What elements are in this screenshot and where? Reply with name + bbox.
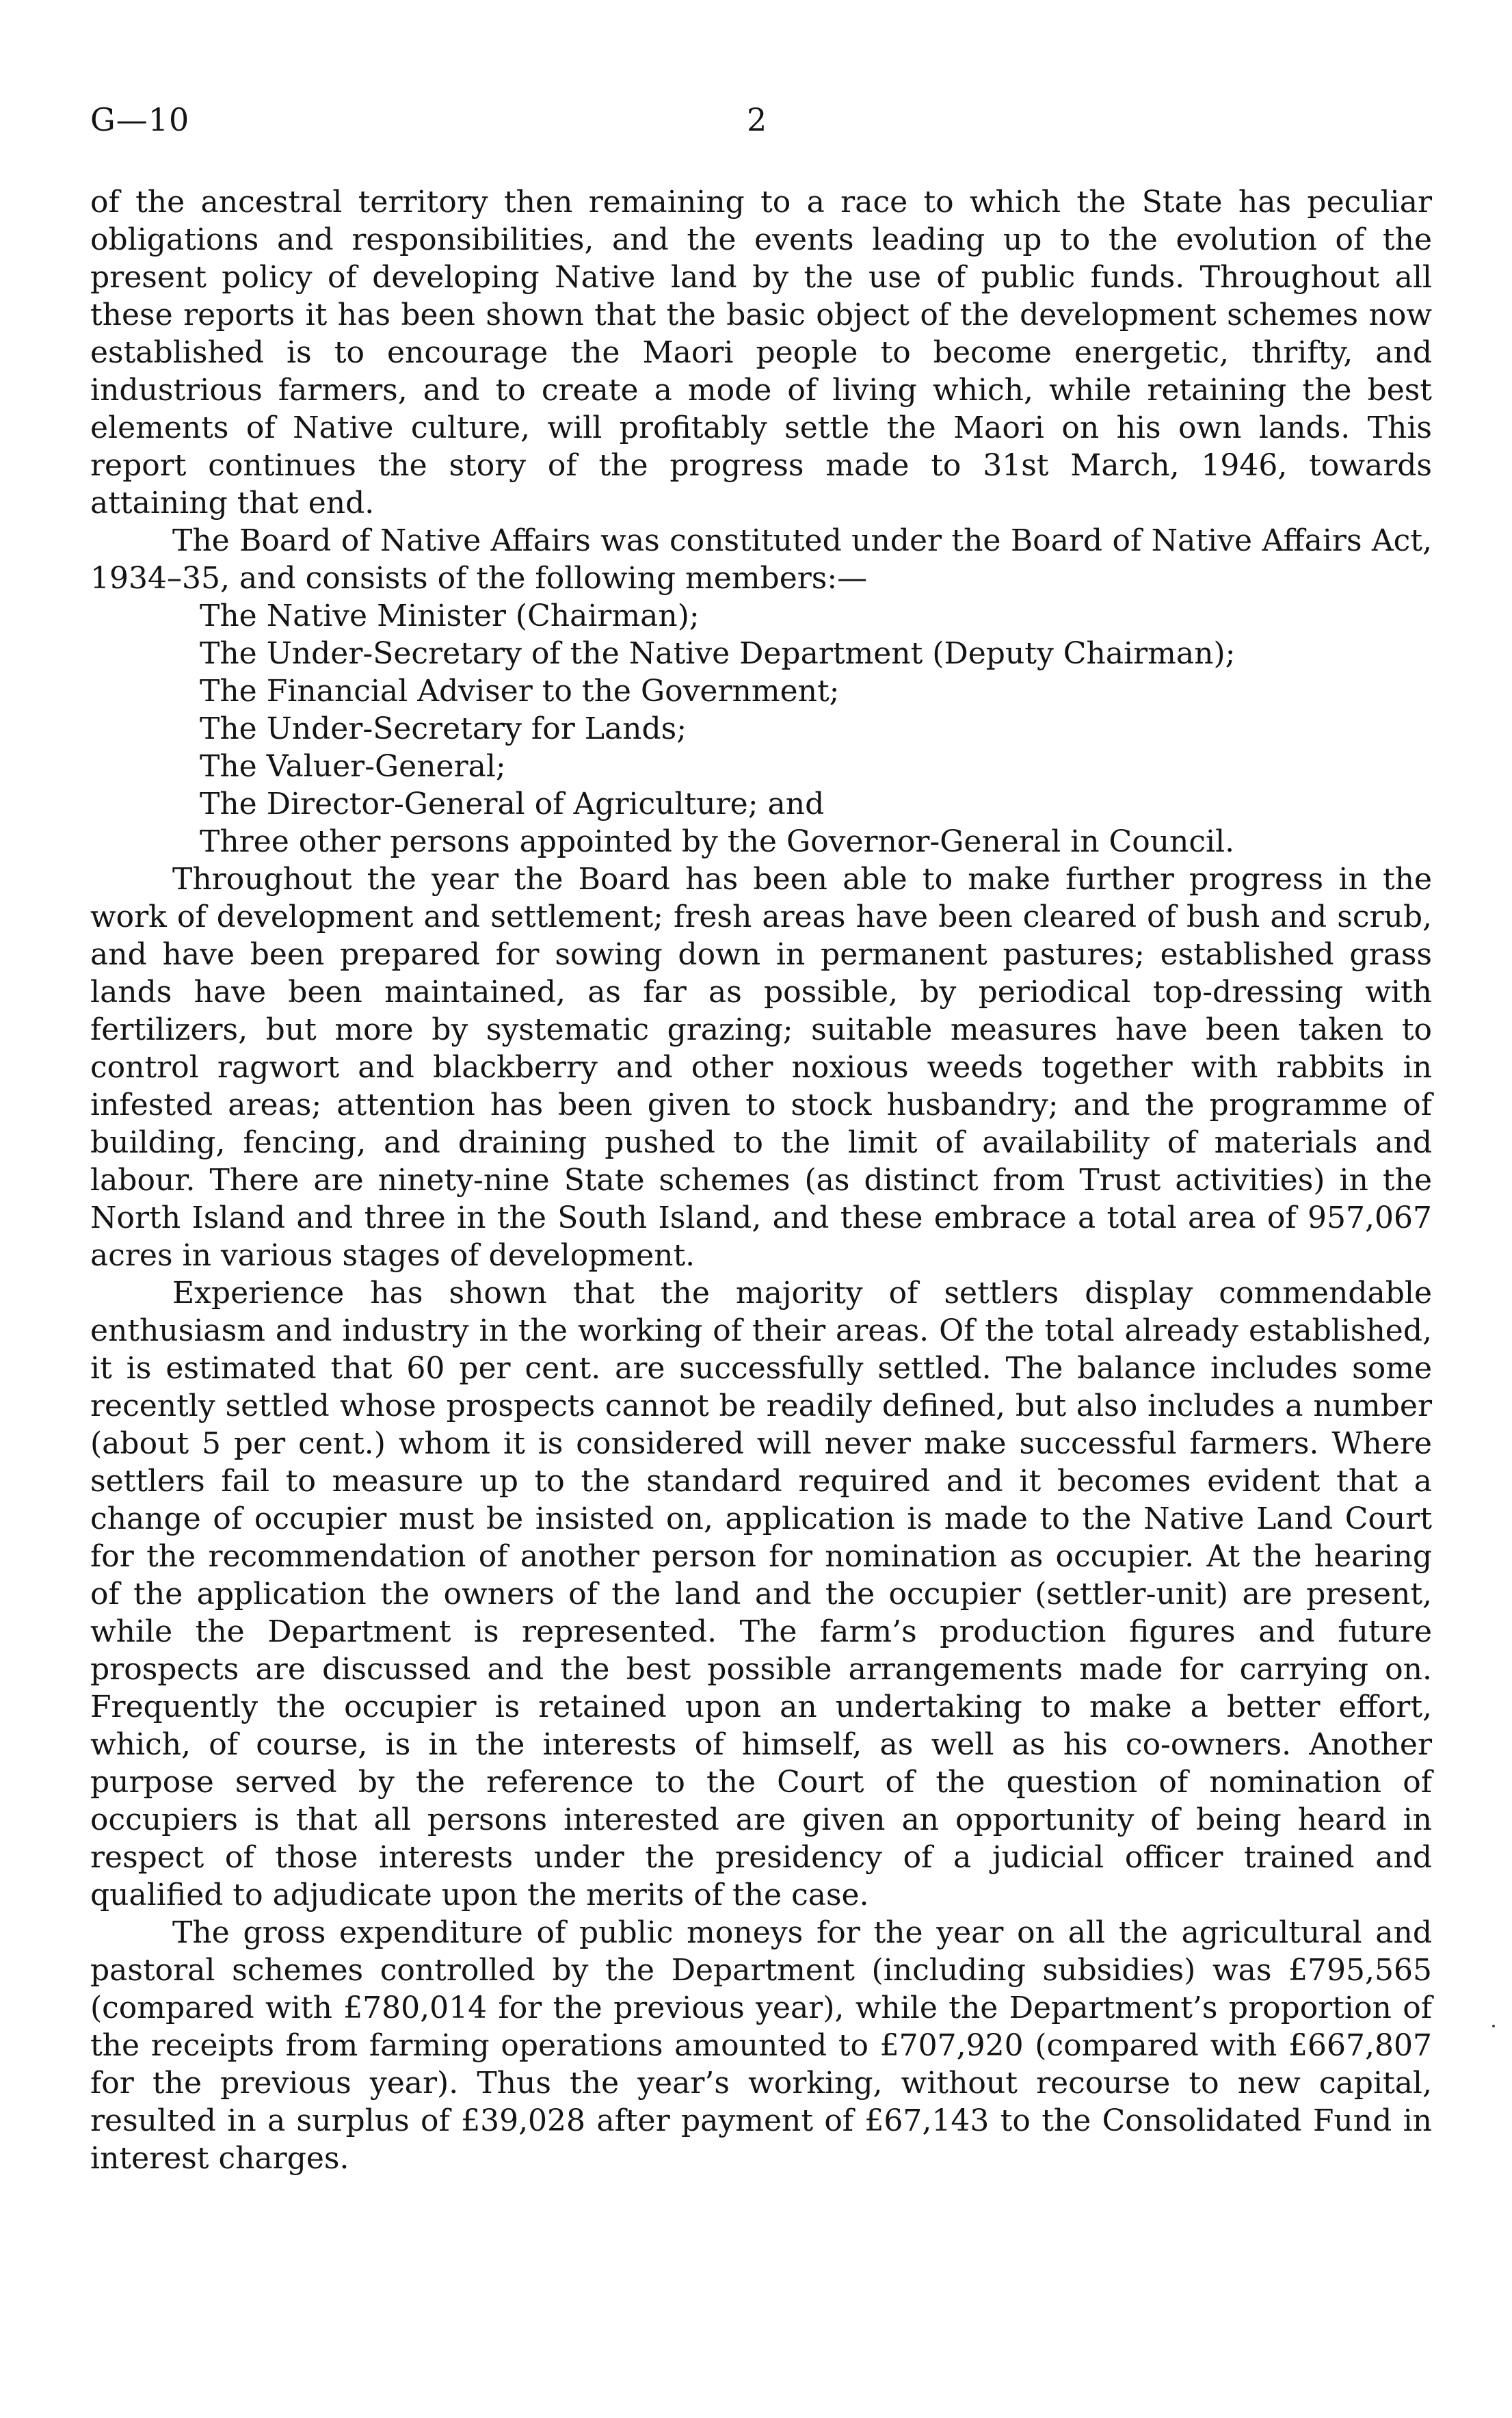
- paragraph-progress: Throughout the year the Board has been able to make further progress in the work of development and settlement; fresh areas have been cleared of bush and scrub, and have been prepared for sowing down in permanent pastures; established grass lands have been maintained, as far as possible, by periodical top-dressing with fertilizers, but more by systematic grazing; suitable measures have been taken to control ragwort and blackberry and other noxious weeds together with rabbits in infested areas; attention has been given to stock husbandry; and the programme of building, fencing, and draining pushed to the limit of availability of materials and labour. There are ninety-nine State schemes (as distinct from Trust activities) in the North Island and three in the South Island, and these embrace a total area of 957,067 acres in various stages of development.: [90, 862, 1432, 1273]
- page-number: 2: [747, 101, 767, 138]
- paragraph-continuation: of the ancestral territory then remaining to a race to which the State has peculiar obligations and responsibilities, and the events leading up to the evolution of the present policy of developing Native land by the use of public funds. Throughout all these reports it has been shown that the basic object of the development schemes now established is to encourage the Maori people to become energetic, thrifty, and industrious farmers, and to create a mode of living which, while retaining the best elements of Native culture, will profitably settle the Maori on his own lands. This report continues the story of the progress made to 31st March, 1946, towards attaining that end.: [90, 185, 1432, 521]
- list-item: The Under-Secretary of the Native Department (Deputy Chairman);: [200, 636, 1236, 671]
- paragraph-experience: Experience has shown that the majority of settlers display commendable enthusiasm and industry in the working of their areas. Of the total already established, it is estimated that 60 per cent. are successfully settled. The balance includes some recently settled whose prospects cannot be readily defined, but also includes a number (about 5 per cent.) whom it is considered will never make successful farmers. Where settlers fail to measure up to the standard required and it becomes evident that a change of occupier must be insisted on, application is made to the Native Land Court for the recommendation of another person for nomination as occupier. At the hearing of the application the owners of the land and the occupier (settler-unit) are present, while the Department is represented. The farm’s production figures and future prospects are discussed and the best possible arrangements made for carrying on. Frequently the occupier is retained upon an undertaking to make a better effort, which, of course, is in the interests of himself, as well as his co-owners. Another purpose served by the reference to the Court of the question of nomination of occupiers is that all persons interested are given an opportunity of being heard in respect of those interests under the presidency of a judicial officer trained and qualified to adjudicate upon the merits of the case.: [90, 1276, 1432, 1913]
- margin-mark: [1492, 2025, 1495, 2027]
- list-item: Three other persons appointed by the Governor-General in Council.: [200, 824, 1235, 859]
- document-code: G—10: [90, 101, 190, 138]
- list-item: The Director-General of Agriculture; and: [200, 787, 825, 822]
- paragraph-board-intro: The Board of Native Affairs was constituted under the Board of Native Affairs Act, 1934–35, and consists of the following members:—: [90, 523, 1432, 596]
- paragraph-expenditure: The gross expenditure of public moneys for the year on all the agricultural and pastoral schemes controlled by the Department (including subsidies) was £795,565 (compared with £780,014 for the previous year), while the Department’s proportion of the receipts from farming operations amounted to £707,920 (compared with £667,807 for the previous year). Thus the year’s working, without recourse to new capital, resulted in a surplus of £39,028 after payment of £67,143 to the Consolidated Fund in interest charges.: [90, 1915, 1432, 2176]
- list-item: The Financial Adviser to the Government;: [200, 674, 840, 709]
- list-item: The Native Minister (Chairman);: [200, 599, 700, 633]
- list-item: The Under-Secretary for Lands;: [200, 711, 687, 746]
- body-text: [90, 183, 1432, 2177]
- board-members-list: [90, 597, 1432, 860]
- list-item: The Valuer-General;: [200, 749, 506, 784]
- page-header: [90, 101, 1431, 149]
